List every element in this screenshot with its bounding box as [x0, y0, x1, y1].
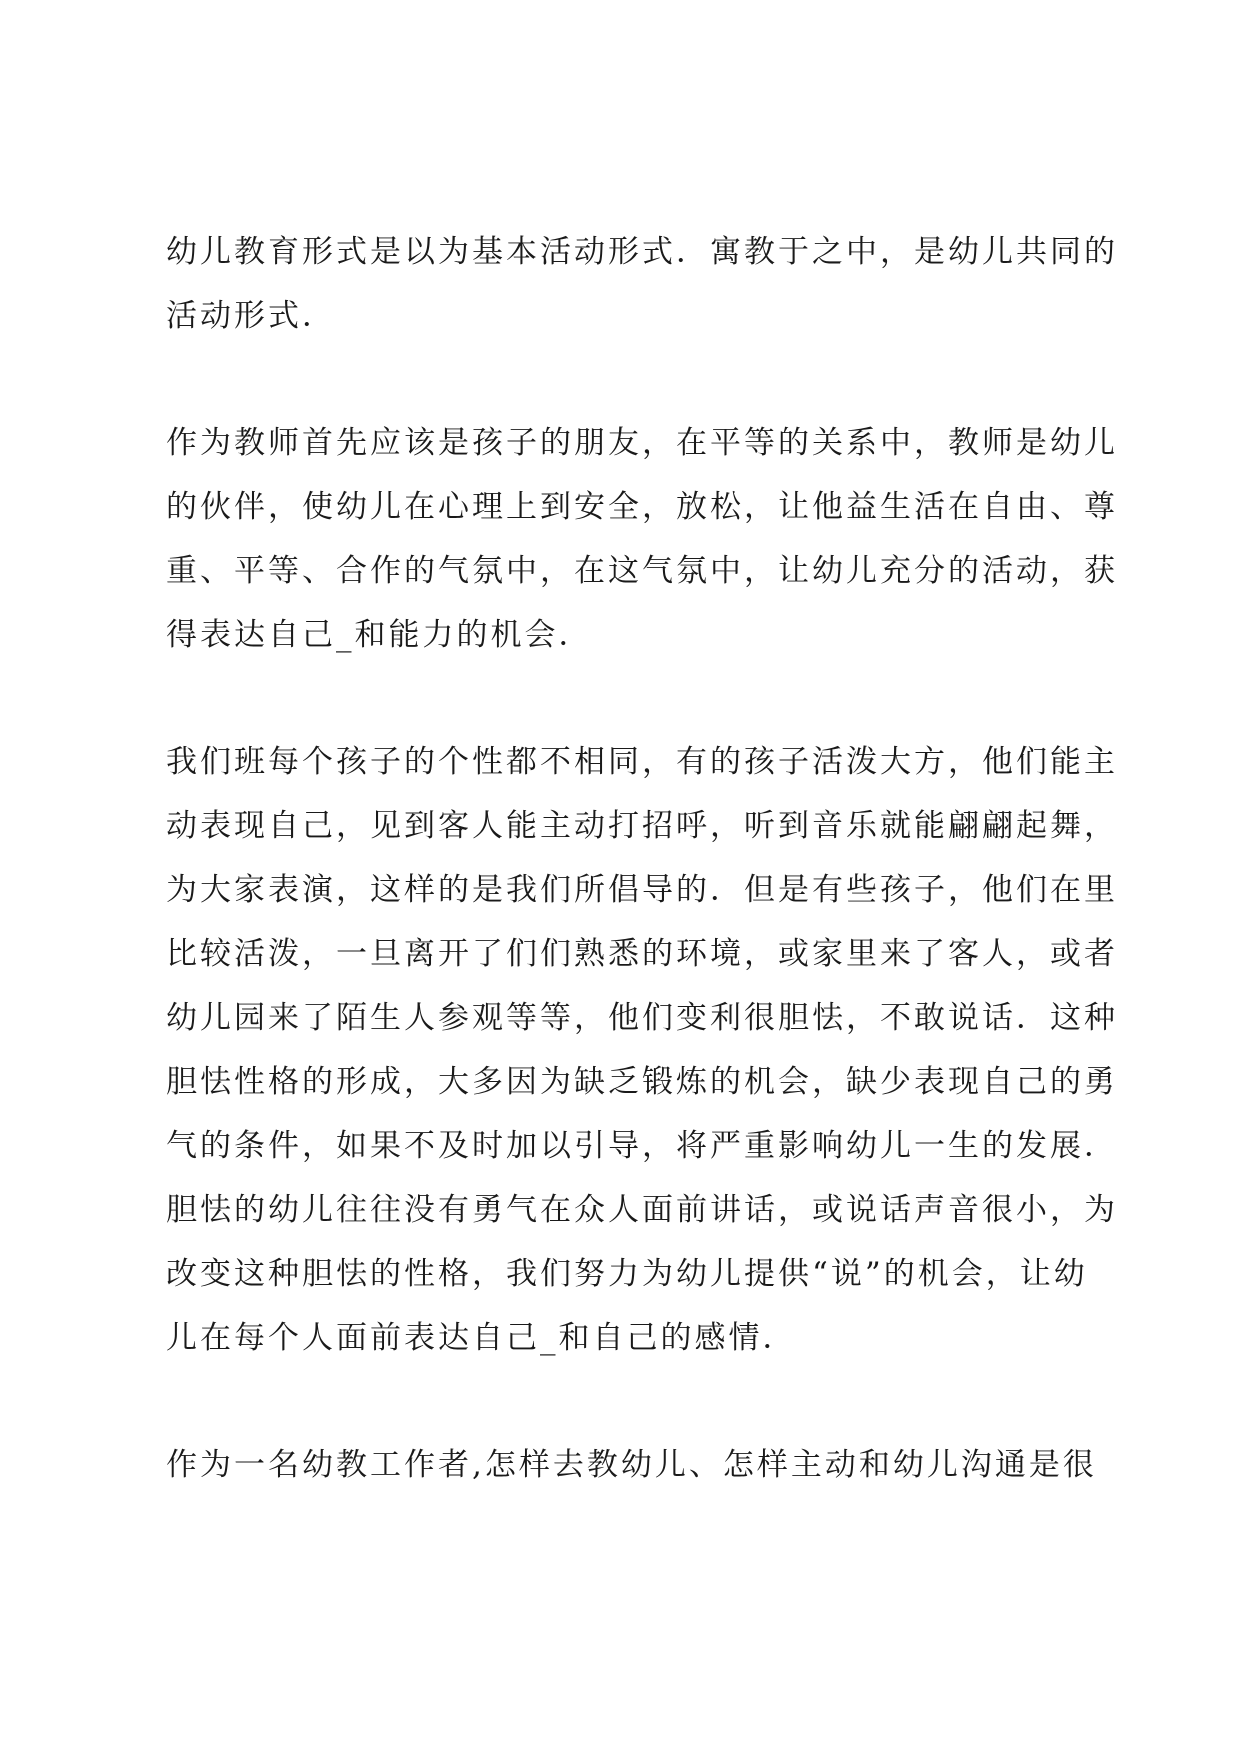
text-line: 我们班每个孩子的个性都不相同，有的孩子活泼大方，他们能主: [166, 744, 1118, 780]
paragraph-4: [166, 1433, 1096, 1497]
text-line: 为大家表演，这样的是我们所倡导的．但是有些孩子，他们在里: [166, 872, 1118, 908]
paragraph-2: [166, 411, 1118, 667]
text-line: 的伙伴，使幼儿在心理上到安全，放松，让他益生活在自由、尊: [166, 489, 1118, 525]
text-line: 动表现自己，见到客人能主动打招呼，听到音乐就能翩翩起舞，: [166, 808, 1118, 844]
text-line: 儿在每个人面前表达自己_和自己的感情．: [166, 1320, 797, 1356]
document-body: [166, 220, 1118, 1560]
text-line: 作为教师首先应该是孩子的朋友，在平等的关系中，教师是幼儿: [166, 425, 1118, 461]
text-line: 比较活泼，一旦离开了们们熟悉的环境，或家里来了客人，或者: [166, 936, 1118, 972]
text-line: 气的条件，如果不及时加以引导，将严重影响幼儿一生的发展．: [166, 1128, 1118, 1164]
text-line: 幼儿园来了陌生人参观等等，他们变利很胆怯，不敢说话．这种: [166, 1000, 1118, 1036]
text-line: 幼儿教育形式是以为基本活动形式．寓教于之中，是幼儿共同的: [166, 234, 1118, 270]
text-line: 重、平等、合作的气氛中，在这气氛中，让幼儿充分的活动，获: [166, 553, 1118, 589]
text-line: 改变这种胆怯的性格，我们努力为幼儿提供“说”的机会，让幼: [166, 1256, 1088, 1292]
text-line: 胆怯的幼儿往往没有勇气在众人面前讲话，或说话声音很小，为: [166, 1192, 1118, 1228]
text-line: 胆怯性格的形成，大多因为缺乏锻炼的机会，缺少表现自己的勇: [166, 1064, 1118, 1100]
text-line: 活动形式．: [166, 298, 336, 334]
text-line: 得表达自己_和能力的机会．: [166, 617, 593, 653]
text-line: 作为一名幼教工作者,怎样去教幼儿、怎样主动和幼儿沟通是很: [166, 1447, 1097, 1483]
paragraph-1: [166, 220, 1118, 348]
paragraph-3: [166, 730, 1118, 1370]
